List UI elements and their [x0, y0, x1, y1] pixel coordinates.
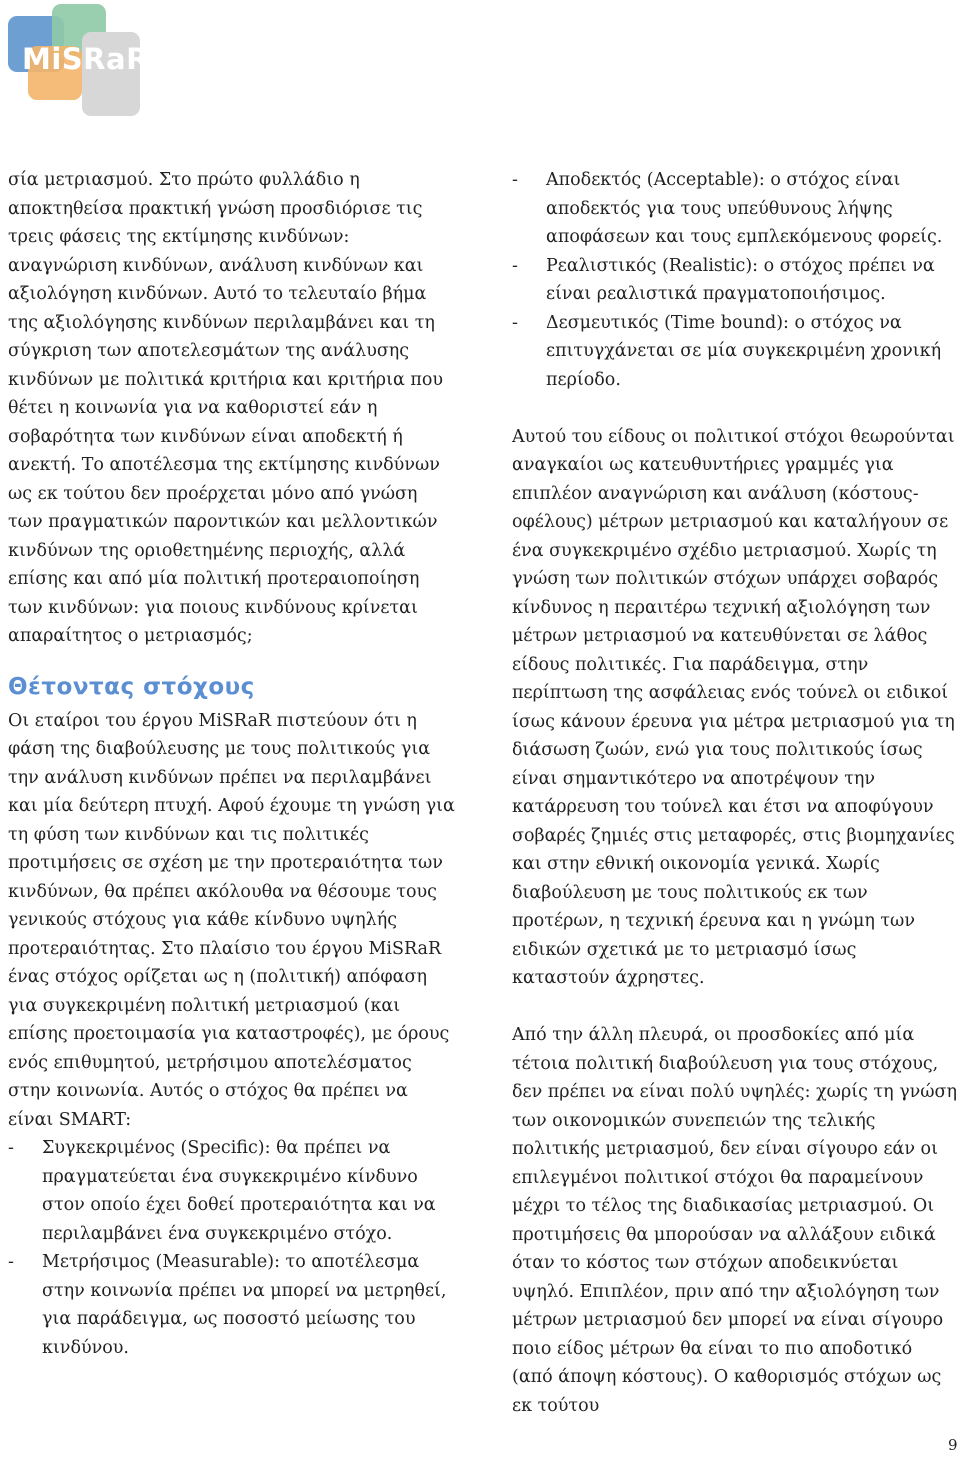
intro-paragraph: σία μετριασμού. Στο πρώτο φυλλάδιο η αποκτηθείσα πρακτική γνώση προσδιόρισε τις τρεις φάσεις της εκτίμησης κινδύνων: αναγνώριση κινδύνων, ανάλυση κινδύνων και αξιολόγηση κινδύνων. Αυτό το τελευταίο βήμα της αξιολόγησης κινδύνων περιλαμβάνει και τη σύγκριση των αποτελεσμάτων της ανάλυσης κινδύνων με πολιτικά κριτήρια και κριτήρια που θέτει η κοινωνία για να καθοριστεί εάν η σοβαρότητα των κινδύνων είναι αποδεκτή ή ανεκτή. Το αποτέλεσμα της εκτίμησης κινδύνων ως εκ τούτου δεν προέρχεται μόνο από γνώση των πραγματικών παροντικών και μελλοντικών κινδύνων της οριοθετημένης περιοχής, αλλά επίσης και από μία πολιτική προτεραιοποίηση των κινδύνων: για ποιους κινδύνους κρίνεται απαραίτητος ο μετριασμός; [8, 170, 443, 646]
list-item: - Ρεαλιστικός (Realistic): ο στόχος πρέπει να είναι ρεαλιστικά πραγματοποιήσιμος. [512, 252, 958, 309]
list-item: - Μετρήσιμος (Measurable): το αποτέλεσμα στην κοινωνία πρέπει να μπορεί να μετρηθεί, για παράδειγμα, ως ποσοστό μείωσης του κινδύνου. [8, 1248, 456, 1362]
misrar-logo [6, 4, 149, 114]
logo-wordmark: MiSRaR [22, 42, 149, 76]
list-item: - Αποδεκτός (Acceptable): ο στόχος είναι αποδεκτός για τους υπεύθυνους λήψης αποφάσεων και τους εμπλεκόμενους φορείς. [512, 166, 958, 252]
objectives-paragraph: Αυτού του είδους οι πολιτικοί στόχοι θεωρούνται αναγκαίοι ως κατευθυντήριες γραμμές για επιπλέον αναγνώριση και ανάλυση (κόστους-οφέλους) μέτρων μετριασμού και καταλήγουν σε ένα συγκεκριμένο σχέδιο μετριασμού. Χωρίς τη γνώση των πολιτικών στόχων υπάρχει σοβαρός κίνδυνος η περαιτέρω τεχνική αξιολόγηση των μέτρων μετριασμού να κατευθύνεται σε λάθος είδους πολιτικές. Για παράδειγμα, στην περίπτωση της ασφάλειας ενός τούνελ οι ειδικοί ίσως κάνουν έρευνα για μέτρα μετριασμού για τη διάσωση ζωών, ενώ για τους πολιτικούς ίσως είναι σημαντικότερο να αποτρέψουν την κατάρρευση του τούνελ και έτσι να αποφύγουν σοβαρές ζημιές στις μεταφορές, στις βιομηχανίες και στην εθνική οικονομία γενικά. Χωρίς διαβούλευση με τους πολιτικούς εκ των προτέρων, η τεχνική έρευνα και η γνώμη των ειδικών σχετικά με το μετριασμό ίσως καταστούν άχρηστες. [512, 426, 955, 988]
right-column [512, 166, 958, 1420]
list-item: - Δεσμευτικός (Time bound): ο στόχος να επιτυγχάνεται σε μία συγκεκριμένη χρονική περίοδο. [512, 309, 958, 395]
list-item: - Συγκεκριμένος (Specific): θα πρέπει να πραγματεύεται ένα συγκεκριμένο κίνδυνο στον οποίο έχει δοθεί προτεραιότητα και να περιλαμβάνει ένα συγκεκριμένο στόχο. [8, 1134, 456, 1248]
left-column [8, 166, 456, 1362]
section-heading: Θέτοντας στόχους [8, 673, 255, 700]
smart-list-left [8, 1134, 456, 1362]
expectations-paragraph: Από την άλλη πλευρά, οι προσδοκίες από μία τέτοια πολιτική διαβούλευση για τους στόχους, δεν πρέπει να είναι πολύ υψηλές: χωρίς τη γνώση των οικονομικών συνεπειών της τελικής πολιτικής μετριασμού, δεν είναι σίγουρο εάν οι επιλεγμένοι πολιτικοί στόχοι θα παραμείνουν μέχρι το τέλος της διαδικασίας μετριασμού. Οι προτιμήσεις θα μπορούσαν να αλλάξουν ειδικά όταν το κόστος των στόχων αποδεικνύεται υψηλό. Επιπλέον, πριν από την αξιολόγηση των μέτρων μετριασμού δεν μπορεί να είναι σίγουρο ποιο είδος μέτρων θα είναι το πιο αποδοτικό (από άποψη κόστους). Ο καθορισμός στόχων ως εκ τούτου [512, 1025, 957, 1416]
body-paragraph: Οι εταίροι του έργου MiSRaR πιστεύουν ότι η φάση της διαβούλευσης με τους πολιτικούς για την ανάλυση κινδύνων πρέπει να περιλαμβάνει και μία δεύτερη πτυχή. Αφού έχουμε τη γνώση για τη φύση των κινδύνων και τις πολιτικές προτιμήσεις σε σχέση με την προτεραιότητα των κινδύνων, θα πρέπει ακόλουθα να θέσουμε τους γενικούς στόχους για κάθε κίνδυνο υψηλής προτεραιότητας. Στο πλαίσιο του έργου MiSRaR ένας στόχος ορίζεται ως η (πολιτική) απόφαση για συγκεκριμένη πολιτική μετριασμού (και επίσης προετοιμασία για καταστροφές), με όρους ενός επιθυμητού, μετρήσιμου αποτελέσματος στην κοινωνία. Αυτός ο στόχος θα πρέπει να είναι SMART: [8, 710, 455, 1130]
page-number: 9 [948, 1436, 958, 1454]
smart-list-right [512, 166, 958, 394]
